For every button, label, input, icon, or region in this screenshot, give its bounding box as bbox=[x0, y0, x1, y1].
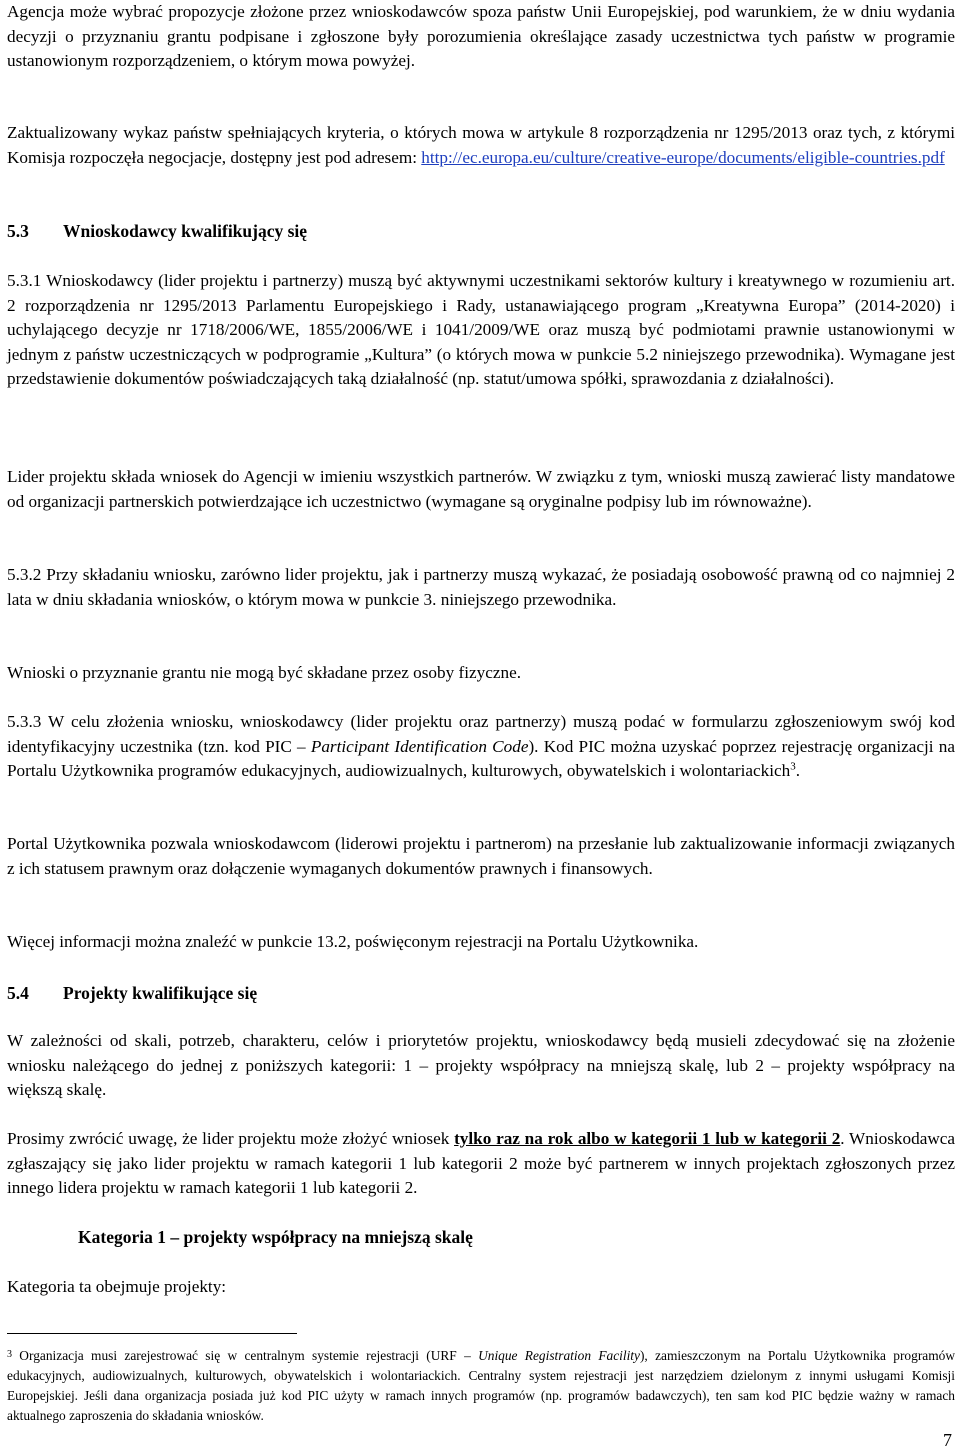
paragraph-text: Prosimy zwrócić uwagę, że lider projektu może złożyć wniosek bbox=[7, 1129, 455, 1148]
paragraph-text: . Wnioskodawca zgłaszający się jako lider projektu w ramach kategorii 1 lub kategorii 2 może być partnerem w innych projektach zgłoszonych przez innego lidera projektu w ramach kategorii 1 lub kategorii 2. bbox=[7, 1129, 955, 1198]
section-number: 5.3 bbox=[7, 221, 29, 241]
paragraph-non-eu-applicants: Agencja może wybrać propozycje złożone przez wnioskodawców spoza państw Unii Europejskiej, pod warunkiem, że w dniu wydania decyzji o przyznaniu grantu podpisane i zgłoszone były porozumienia określające zasady uczestnictwa tych państw w programie ustanowionym rozporządzeniem, o którym mowa powyżej. bbox=[7, 2, 955, 71]
paragraph-category-covers: Kategoria ta obejmuje projekty: bbox=[7, 1277, 227, 1296]
footnote-divider bbox=[7, 1333, 297, 1334]
paragraph-eligible-countries bbox=[7, 121, 955, 170]
paragraph-text: ). Kod PIC można uzyskać poprzez rejestrację organizacji na Portalu Użytkownika programów edukacyjnych, audiowizualnych, kulturowych, obywatelskich i wolontariackich bbox=[7, 736, 955, 781]
paragraph-text: 5.3.3 W celu złożenia wniosku, wnioskodawcy (lider projektu oraz partnerzy) muszą podać w formularzu zgłoszeniowym swój kod identyfikacyjny uczestnika (tzn. kod PIC – bbox=[7, 712, 955, 756]
paragraph-5-3-2: 5.3.2 Przy składaniu wniosku, zarówno lider projektu, jak i partnerzy muszą wykazać, że posiadają osobowość prawną od co najmniej 2 lata w dniu składania wniosków, o którym mowa w punkcie 3. niniejszego przewodnika. bbox=[7, 565, 955, 609]
paragraph-categories: W zależności od skali, potrzeb, charakteru, celów i priorytetów projektu, wnioskodawcy będą musieli zdecydować się na złożenie wniosku należącego do jednej z poniższych kategorii: 1 – projekty współpracy na mniejszą skalę, lub 2 – projekty współpracy na większą skalę. bbox=[7, 1031, 955, 1100]
footnote-3 bbox=[7, 1346, 955, 1426]
paragraph-more-info: Więcej informacji można znaleźć w punkcie 13.2, poświęconym rejestracji na Portalu Użytkownika. bbox=[7, 932, 699, 951]
eligible-countries-link[interactable]: http://ec.europa.eu/culture/creative-europe/documents/eligible-countries.pdf bbox=[421, 147, 945, 167]
emphasis-once-per-year: tylko raz na rok albo w kategorii 1 lub w kategorii 2 bbox=[454, 1129, 841, 1148]
footnote-text: ), zamieszczonym na Portalu Użytkownika programów edukacyjnych, audiowizualnych, kulturowych, obywatelskich i wolontariackich. Centralny system rejestracji jest narzędziem dzielonym z innymi usługami Komisji Europejskiej. Jeśli dana organizacja posiada już kod PIC użyty w ramach innych programów (np. programów badawczych), ten sam kod PIC będzie ważny w ramach aktualnego zaproszenia do składania wniosków. bbox=[7, 1348, 956, 1423]
paragraph-natural-persons: Wnioski o przyznanie grantu nie mogą być składane przez osoby fizyczne. bbox=[7, 663, 521, 682]
pic-term: Participant Identification Code bbox=[310, 736, 529, 756]
paragraph-text: Zaktualizowany wykaz państw spełniających kryteria, o których mowa w artykule 8 rozporządzenia nr 1295/2013 oraz tych, z którymi Komisja rozpoczęła negocjacje, dostępny jest pod adresem: bbox=[7, 123, 955, 167]
section-heading-5-3 bbox=[7, 219, 307, 243]
paragraph-leader-limit bbox=[7, 1127, 955, 1201]
section-heading-5-4 bbox=[7, 981, 257, 1005]
paragraph-project-leader: Lider projektu składa wniosek do Agencji w imieniu wszystkich partnerów. W związku z tym, wnioski muszą zawierać listy mandatowe od organizacji partnerskich potwierdzające ich uczestnictwo (wymagane są oryginalne podpisy lub im równoważne). bbox=[7, 467, 955, 511]
footnote-text: Organizacja musi zarejestrować się w centralnym systemie rejestracji (URF – bbox=[12, 1348, 479, 1363]
paragraph-user-portal: Portal Użytkownika pozwala wnioskodawcom (liderowi projektu i partnerom) na przesłanie lub zaktualizowanie informacji związanych z ich statusem prawnym oraz dołączenie wymaganych dokumentów prawnych i finansowych. bbox=[7, 834, 955, 878]
section-number: 5.4 bbox=[7, 983, 29, 1003]
footnote-marker: 3 bbox=[7, 1349, 12, 1360]
page-number: 7 bbox=[943, 1430, 952, 1450]
footnote-reference[interactable]: 3 bbox=[790, 760, 796, 773]
paragraph-5-3-1: 5.3.1 Wnioskodawcy (lider projektu i partnerzy) muszą być aktywnymi uczestnikami sektorów kultury i kreatywnego w rozumieniu art. 2 rozporządzenia nr 1295/2013 Parlamentu Europejskiego i Rady, ustanawiającego program „Kreatywna Europa” (2014-2020) i uchylającego decyzje nr 1718/2006/WE, 1855/2006/WE i 1041/2009/WE oraz muszą być podmiotami prawnie ustanowionymi w jednym z państw uczestniczących w podprogramie „Kultura” (o których mowa w punkcie 5.2 niniejszego przewodnika). Wymagane jest przedstawienie dokumentów poświadczających taką działalność (np. statut/umowa spółki, sprawozdania z działalności). bbox=[7, 271, 955, 389]
section-title: Wnioskodawcy kwalifikujący się bbox=[63, 221, 308, 241]
section-title: Projekty kwalifikujące się bbox=[63, 983, 258, 1003]
paragraph-5-3-3 bbox=[7, 710, 955, 784]
urf-term: Unique Registration Facility bbox=[478, 1348, 640, 1363]
category-1-heading: Kategoria 1 – projekty współpracy na mniejszą skalę bbox=[78, 1227, 473, 1247]
paragraph-text: . bbox=[795, 761, 801, 781]
